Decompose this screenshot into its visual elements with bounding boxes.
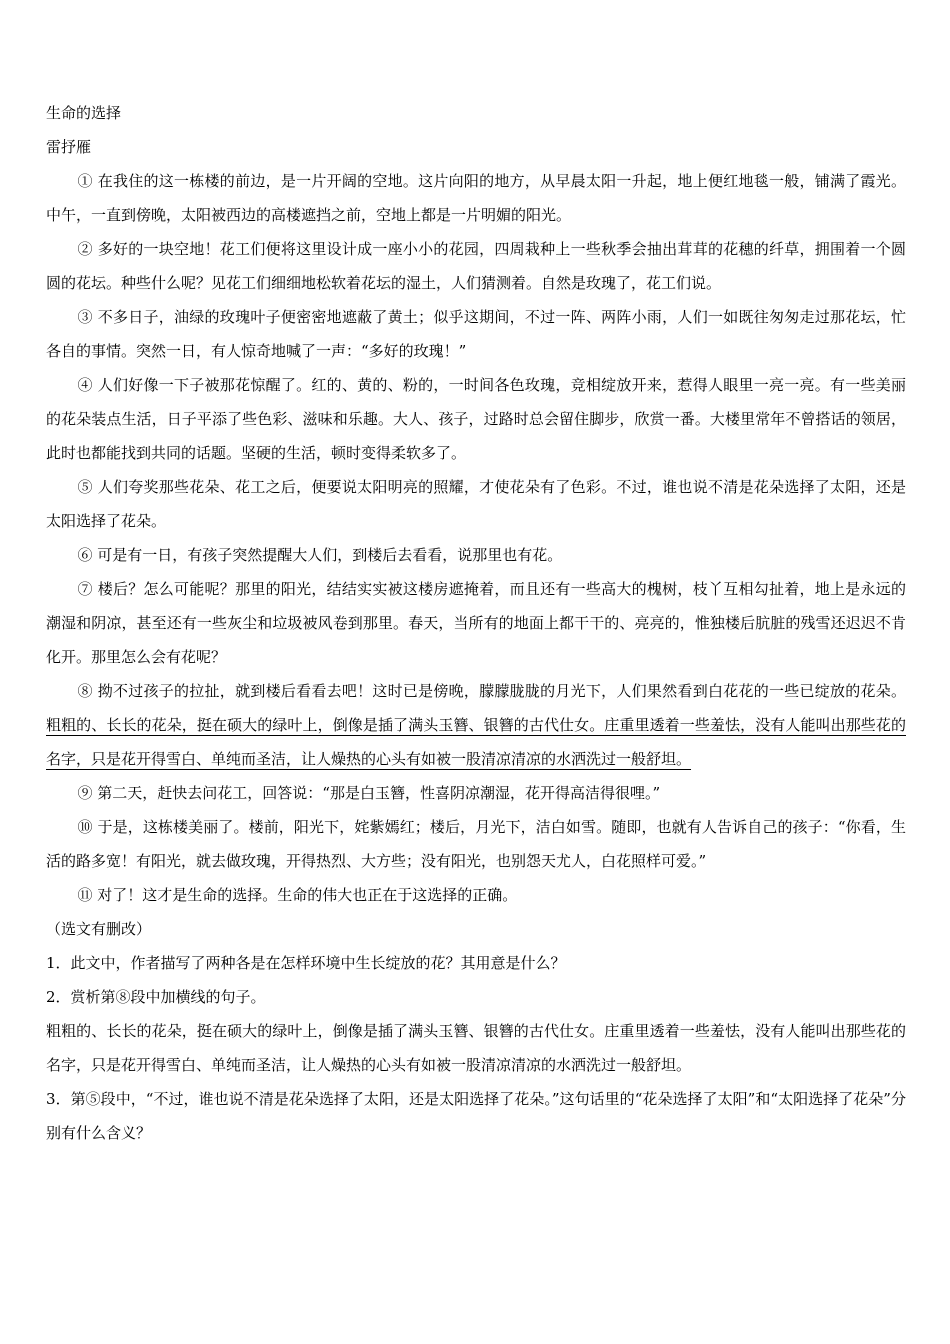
paragraph-9: ⑨ 第二天，赶快去问花工，回答说：“那是白玉簪，性喜阴凉潮湿，花开得高洁得很哩。” xyxy=(77,784,661,802)
paragraph-8 xyxy=(46,674,906,776)
paragraph-4: ④ 人们好像一下子被那花惊醒了。红的、黄的、粉的，一时间各色玫瑰，竞相绽放开来，惹得人眼里一亮一亮。有一些美丽的花朵装点生活，日子平添了些色彩、滋味和乐趣。大人、孩子，过路时总会留住脚步，欣赏一番。大楼里常年不曾搭话的领居，此时也都能找到共同的话题。坚硬的生活，顿时变得柔软多了。 xyxy=(46,376,906,462)
paragraph-2: ② 多好的一块空地！花工们便将这里设计成一座小小的花园，四周栽种上一些秋季会抽出茸茸的花穗的纤草，拥围着一个圆圆的花坛。种些什么呢？见花工们细细地松软着花坛的湿土，人们猜测着。自然是玫瑰了，花工们说。 xyxy=(46,240,906,292)
question-2: 2．赏析第⑧段中加横线的句子。 xyxy=(46,988,266,1006)
question-1: 1．此文中，作者描写了两种各是在怎样环境中生长绽放的花？其用意是什么？ xyxy=(46,954,566,972)
source-note: （选文有删改） xyxy=(46,920,152,938)
paragraph-1: ① 在我住的这一栋楼的前边，是一片开阔的空地。这片向阳的地方，从早晨太阳一升起，地上便红地毯一般，铺满了霞光。中午，一直到傍晚，太阳被西边的高楼遮挡之前，空地上都是一片明媚的阳光。 xyxy=(46,172,906,224)
paragraph-8-underlined: 粗粗的、长长的花朵，挺在硕大的绿叶上，倒像是插了满头玉簪、银簪的古代仕女。庄重里透着一些羞怯，没有人能叫出那些花的名字，只是花开得雪白、单纯而圣洁，让人燥热的心头有如被一股清凉清凉的水洒洗过一般舒坦。 xyxy=(46,716,906,768)
question-3: 3．第⑤段中，“不过，谁也说不清是花朵选择了太阳，还是太阳选择了花朵。”这句话里的“花朵选择了太阳”和“太阳选择了花朵”分别有什么含义？ xyxy=(46,1090,906,1142)
paragraph-10: ⑩ 于是，这栋楼美丽了。楼前，阳光下，姹紫嫣红；楼后，月光下，洁白如雪。随即，也就有人告诉自己的孩子：“你看，生活的路多宽！有阳光，就去做玫瑰，开得热烈、大方些；没有阳光，也别怨天尤人，白花照样可爱。” xyxy=(46,818,906,870)
paragraph-5: ⑤ 人们夸奖那些花朵、花工之后，便要说太阳明亮的照耀，才使花朵有了色彩。不过，谁也说不清是花朵选择了太阳，还是太阳选择了花朵。 xyxy=(46,478,906,530)
paragraph-11: ⑪ 对了！这才是生命的选择。生命的伟大也正在于这选择的正确。 xyxy=(77,886,518,904)
question-2-quote: 粗粗的、长长的花朵，挺在硕大的绿叶上，倒像是插了满头玉簪、银簪的古代仕女。庄重里透着一些羞怯，没有人能叫出那些花的名字，只是花开得雪白、单纯而圣洁，让人燥热的心头有如被一股清凉清凉的水洒洗过一般舒坦。 xyxy=(46,1022,906,1074)
article-title: 生命的选择 xyxy=(46,104,122,122)
paragraph-8-lead: ⑧ 拗不过孩子的拉扯，就到楼后看看去吧！这时已是傍晚，朦朦胧胧的月光下，人们果然看到白花花的一些已绽放的花朵。 xyxy=(77,682,906,700)
paragraph-6: ⑥ 可是有一日，有孩子突然提醒大人们，到楼后去看看，说那里也有花。 xyxy=(77,546,563,564)
article-author: 雷抒雁 xyxy=(46,138,92,156)
document-page xyxy=(46,96,906,1150)
paragraph-3: ③ 不多日子，油绿的玫瑰叶子便密密地遮蔽了黄土；似乎这期间，不过一阵、两阵小雨，人们一如既往匆匆走过那花坛，忙各自的事情。突然一日，有人惊奇地喊了一声：“多好的玫瑰！” xyxy=(46,308,906,360)
paragraph-7: ⑦ 楼后？怎么可能呢？那里的阳光，结结实实被这楼房遮掩着，而且还有一些高大的槐树，枝丫互相勾扯着，地上是永远的潮湿和阴凉，甚至还有一些灰尘和垃圾被风卷到那里。春天，当所有的地面上都干干的、亮亮的，惟独楼后肮脏的残雪还迟迟不肯化开。那里怎么会有花呢？ xyxy=(46,580,906,666)
